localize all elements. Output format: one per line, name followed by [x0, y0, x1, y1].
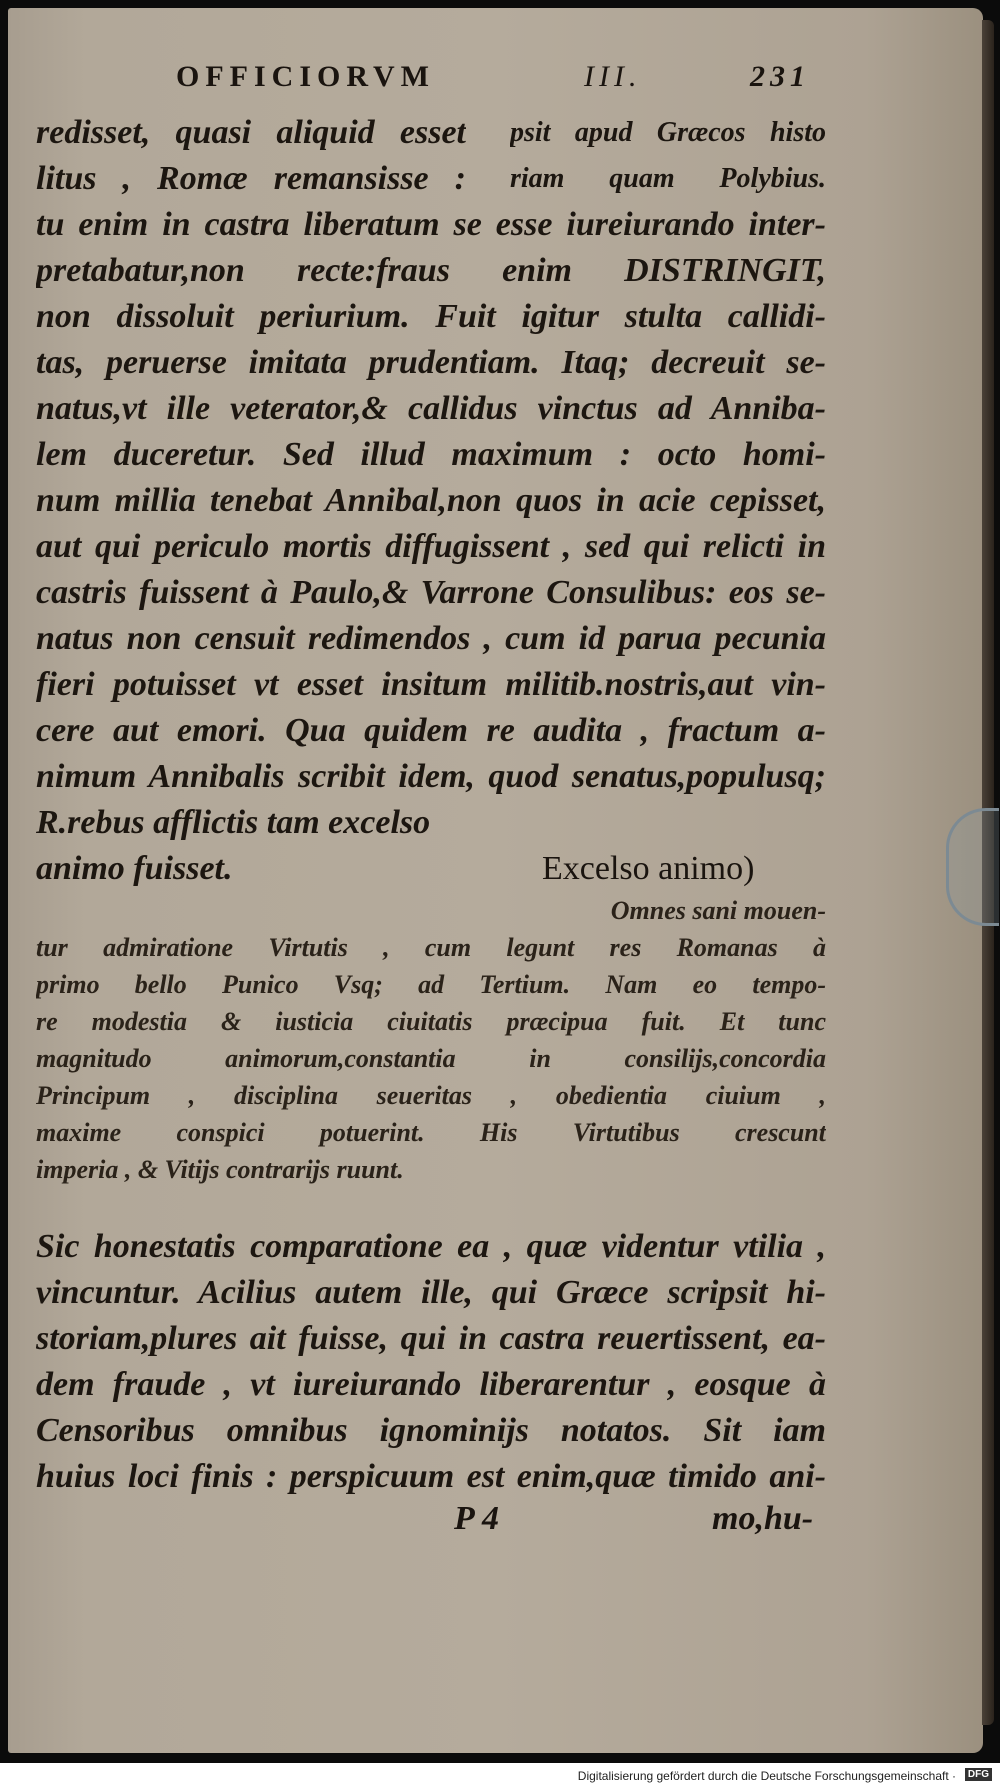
- catchword: mo,hu-: [712, 1500, 814, 1537]
- text-line: storiam,plures ait fuisse, qui in castra reuertissent, ea-: [36, 1320, 826, 1357]
- text-line: num millia tenebat Annibal,non quos in acie cepisset,: [36, 482, 826, 519]
- text-line: lem duceretur. Sed illud maximum : octo homi-: [36, 436, 826, 473]
- text-line: nimum Annibalis scribit idem, quod senatus,populusq;: [36, 758, 826, 795]
- left-column: [36, 110, 466, 202]
- text-line: natus non censuit redimendos , cum id parua pecunia: [36, 620, 826, 657]
- text-line: huius loci finis : perspicuum est enim,quæ timido ani-: [36, 1458, 826, 1495]
- page-text: [36, 60, 826, 1546]
- text-line: tu enim in castra liberatum se esse iureiurando inter-: [36, 206, 826, 243]
- signature-mark: P 4: [454, 1500, 500, 1537]
- marginal-row: [36, 846, 826, 892]
- text-line: dem fraude , vt iureiurando liberarentur , eosque à: [36, 1366, 826, 1403]
- text-line: Sic honestatis comparatione ea , quæ videntur vtilia ,: [36, 1228, 826, 1265]
- running-head-book: III.: [584, 60, 642, 93]
- dfg-logo: DFG: [965, 1768, 992, 1781]
- text-line: vincuntur. Acilius autem ille, qui Græce scripsit hi-: [36, 1274, 826, 1311]
- digitization-footer: [0, 1763, 1000, 1789]
- two-column-block: [36, 110, 826, 202]
- note-line: maxime conspici potuerint. His Virtutibus crescunt: [36, 1118, 826, 1147]
- right-column: [510, 110, 826, 202]
- text-line: non dissoluit periurium. Fuit igitur stulta callidi-: [36, 298, 826, 335]
- note-line: Omnes sani mouen-: [610, 896, 826, 925]
- note-line: Principum , disciplina seueritas , obedientia ciuium ,: [36, 1081, 826, 1110]
- text-line: R.rebus afflictis tam excelso: [36, 804, 431, 841]
- footer-credit: Digitalisierung gefördert durch die Deutsche Forschungsgemeinschaft ·: [577, 1769, 956, 1783]
- note-line: magnitudo animorum,constantia in consilijs,concordia: [36, 1044, 826, 1073]
- page-clip: [946, 808, 999, 926]
- section-gap: [36, 1188, 826, 1224]
- note-line: tur admiratione Virtutis , cum legunt res Romanas à: [36, 933, 826, 962]
- note-line: re modestia & iusticia ciuitatis præcipua fuit. Et tunc: [36, 1007, 826, 1036]
- text-line: Censoribus omnibus ignominijs notatos. Sit iam: [36, 1412, 826, 1449]
- text-line: litus , Romæ remansisse :: [36, 160, 466, 197]
- text-line: animo fuisset.: [36, 850, 233, 887]
- text-line: pretabatur,non recte:fraus enim DISTRINGIT,: [36, 252, 826, 289]
- text-line: natus,vt ille veterator,& callidus vinctus ad Anniba-: [36, 390, 826, 427]
- text-line: fieri potuisset vt esset insitum militib.nostris,aut vin-: [36, 666, 826, 703]
- catchline: [36, 1500, 826, 1546]
- marginal-label: Excelso animo): [542, 850, 755, 887]
- text-line: redisset, quasi aliquid esset: [36, 114, 466, 151]
- text-line: riam quam Polybius.: [510, 163, 826, 194]
- note-line: primo bello Punico Vsq; ad Tertium. Nam eo tempo-: [36, 970, 826, 999]
- running-head-title: OFFICIORVM: [176, 60, 435, 93]
- text-line: cere aut emori. Qua quidem re audita , fractum a-: [36, 712, 826, 749]
- text-line: castris fuissent à Paulo,& Varrone Consulibus: eos se-: [36, 574, 826, 611]
- folio-number: 231: [750, 60, 810, 93]
- running-head: [36, 60, 826, 102]
- text-line: aut qui periculo mortis diffugissent , sed qui relicti in: [36, 528, 826, 565]
- text-line: tas, peruerse imitata prudentiam. Itaq; decreuit se-: [36, 344, 826, 381]
- note-line: imperia , & Vitijs contrarijs ruunt.: [36, 1155, 404, 1184]
- text-line: psit apud Græcos histo: [510, 117, 826, 148]
